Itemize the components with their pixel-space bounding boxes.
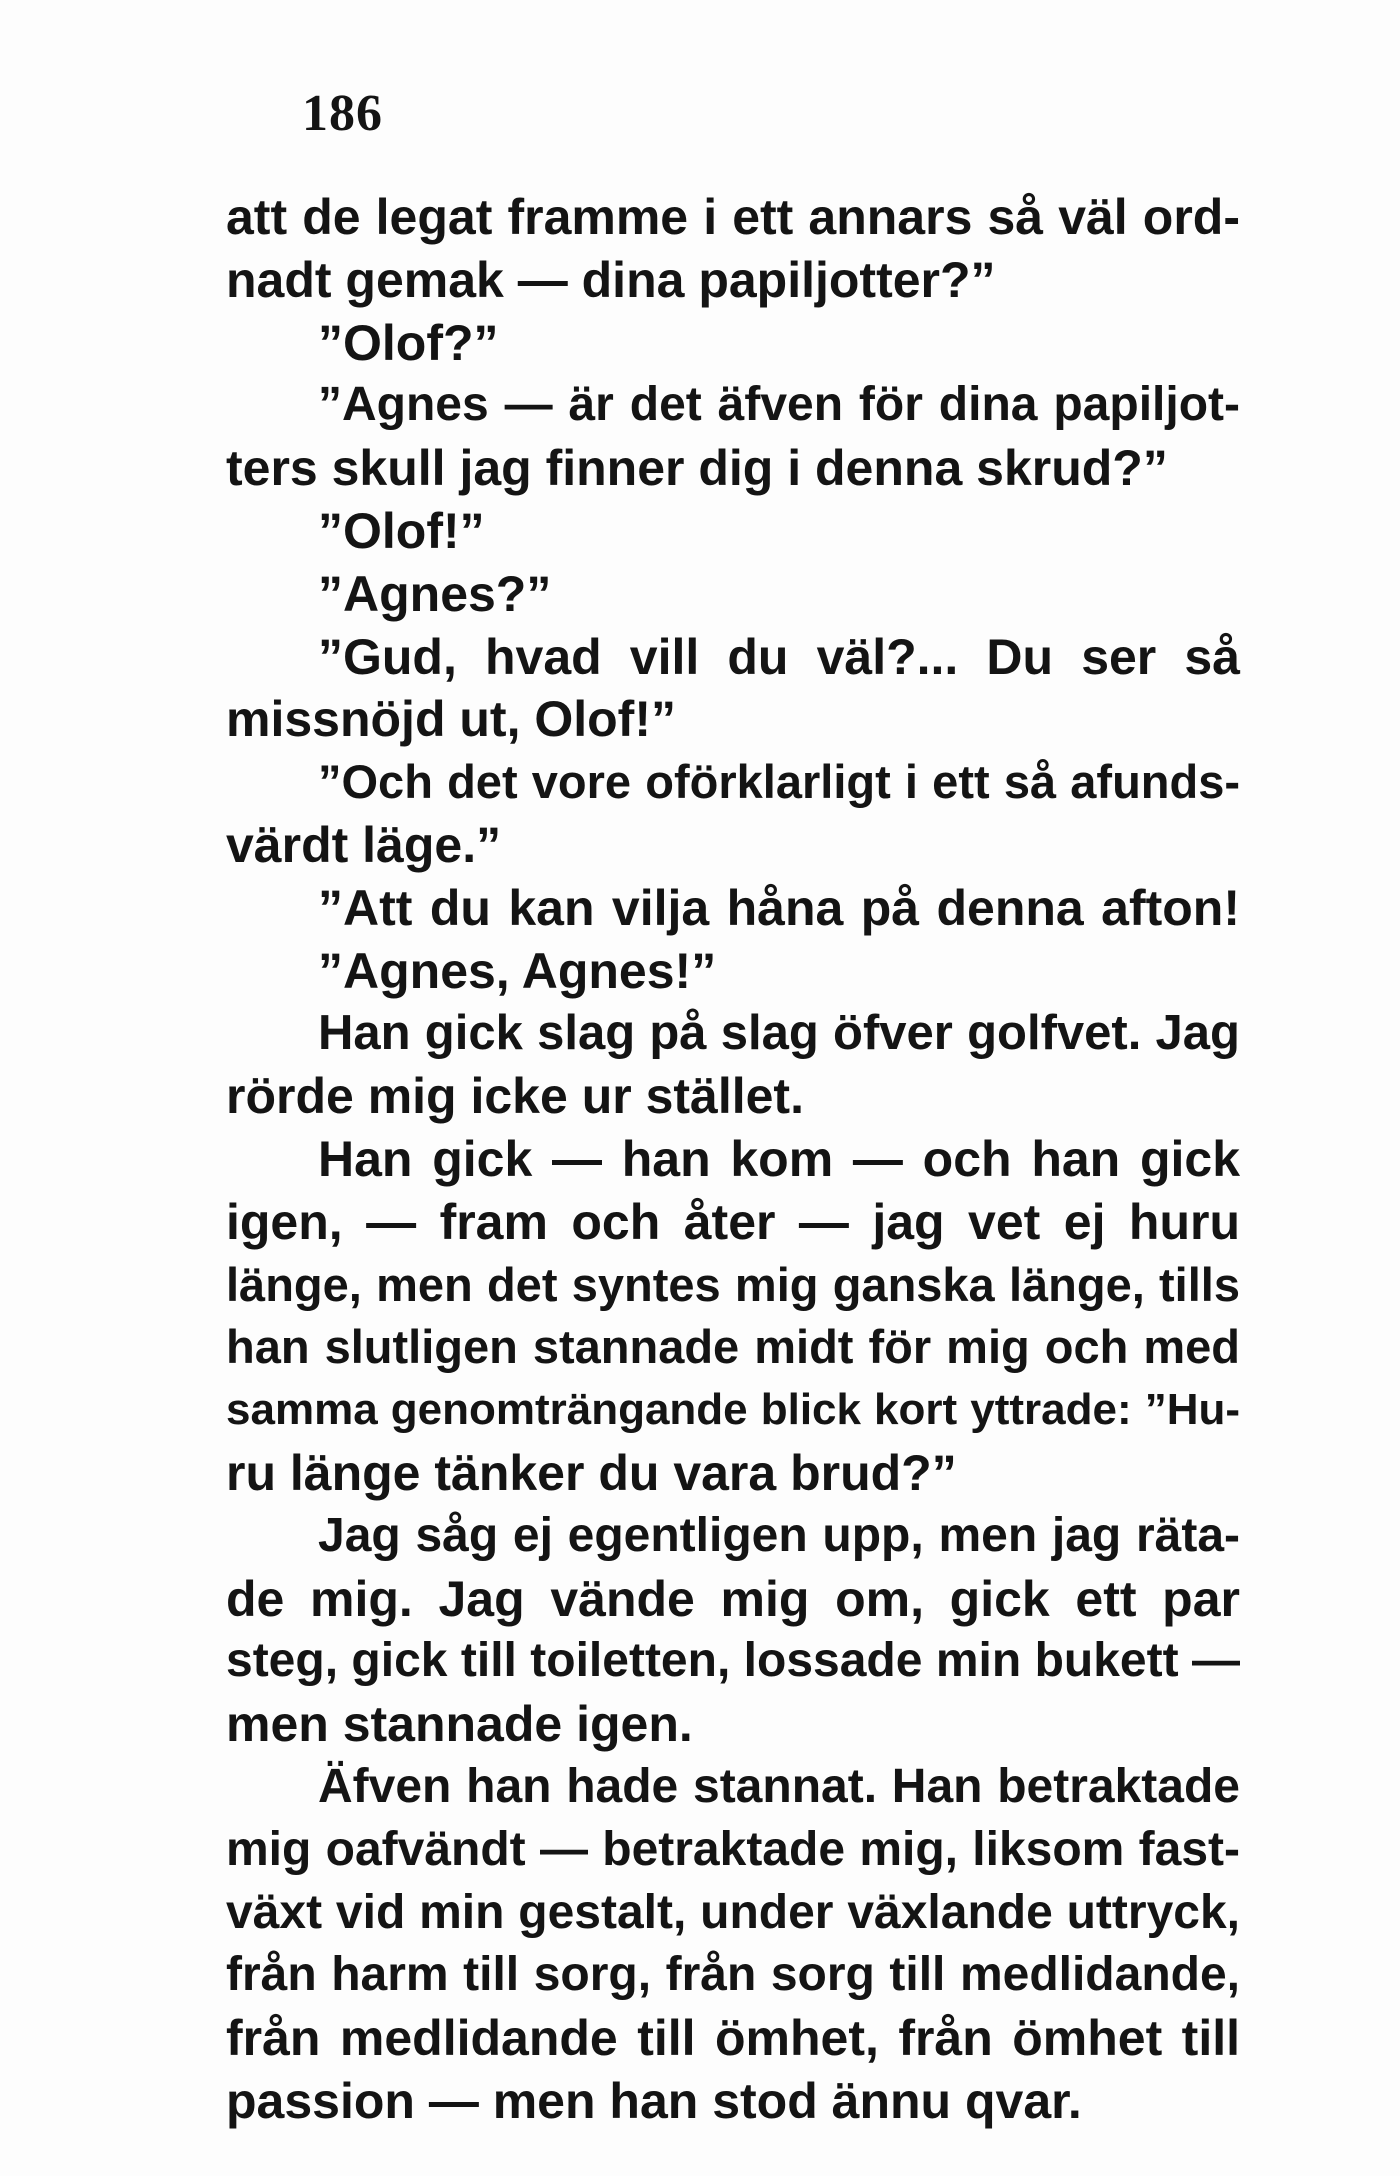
text-line: igen, — fram och åter — jag vet ej huru (226, 1193, 1240, 1250)
text-line: ”Agnes?” (318, 565, 552, 622)
text-line: Jag såg ej egentligen upp, men jag räta- (318, 1508, 1240, 1562)
text-line: de mig. Jag vände mig om, gick ett par (226, 1570, 1240, 1627)
text-line: Han gick — han kom — och han gick (318, 1130, 1240, 1187)
text-line: Äfven han hade stannat. Han betraktade (318, 1759, 1240, 1813)
body-text (226, 186, 1240, 2133)
text-line: men stannade igen. (226, 1696, 693, 1753)
text-line: ”Att du kan vilja håna på denna afton! (318, 879, 1240, 936)
text-line: missnöjd ut, Olof!” (226, 691, 676, 748)
text-line: värdt läge.” (226, 816, 502, 873)
text-line: ”Agnes, Agnes!” (318, 942, 717, 999)
text-line: ”Och det vore oförklarligt i ett så afunds- (318, 755, 1240, 809)
text-line: steg, gick till toiletten, lossade min bukett — (226, 1634, 1240, 1688)
text-line: att de legat framme i ett annars så väl ord- (226, 189, 1240, 245)
text-line: länge, men det syntes mig ganska länge, tills (226, 1257, 1240, 1311)
text-line: från harm till sorg, från sorg till medlidande, (226, 1948, 1240, 2002)
page-number: 186 (302, 85, 383, 142)
text-line: rörde mig icke ur stället. (226, 1068, 804, 1125)
text-line: ”Olof!” (318, 502, 485, 559)
text-line: Han gick slag på slag öfver golfvet. Jag (318, 1006, 1240, 1061)
text-line: från medlidande till ömhet, från ömhet till (226, 2010, 1240, 2067)
text-line: samma genomträngande blick kort yttrade: ”Hu- (226, 1385, 1240, 1435)
text-line: ”Agnes — är det äfven för dina papiljot- (318, 378, 1240, 432)
text-line: passion — men han stod ännu qvar. (226, 2072, 1082, 2129)
text-line: växt vid min gestalt, under växlande uttryck, (226, 1885, 1240, 1939)
text-line: nadt gemak — dina papiljotter?” (226, 251, 996, 308)
text-line: mig oafvändt — betraktade mig, liksom fast- (226, 1822, 1240, 1876)
text-line: han slutligen stannade midt för mig och med (226, 1320, 1240, 1374)
text-line: ters skull jag finner dig i denna skrud?” (226, 440, 1168, 497)
text-line: ”Gud, hvad vill du väl?... Du ser så (318, 628, 1240, 685)
text-line: ”Olof?” (318, 314, 499, 371)
text-line: ru länge tänker du vara brud?” (226, 1444, 957, 1501)
